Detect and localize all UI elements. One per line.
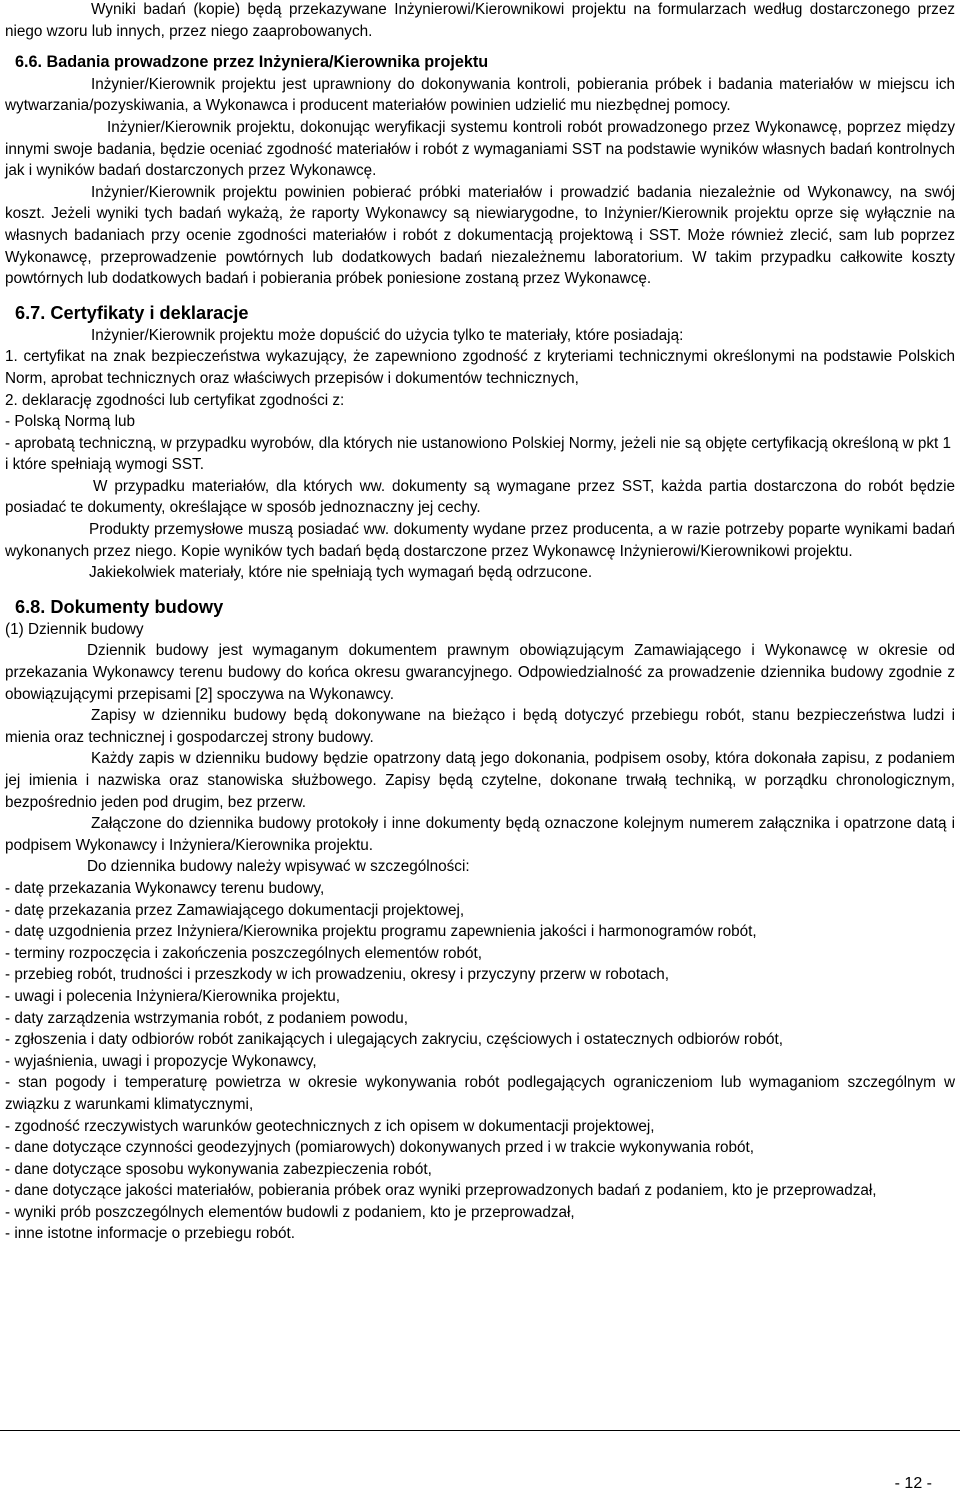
dziennik-entries-list <box>5 878 955 1245</box>
list-item: - terminy rozpoczęcia i zakończenia poszczególnych elementów robót, <box>5 944 482 962</box>
list-item: - inne istotne informacje o przebiegu robót. <box>5 1225 295 1243</box>
intro-continuation: Wyniki badań (kopie) będą przekazywane Inżynierowi/Kierownikowi projektu na formularzach według dostarczonego przez niego wzoru lub innych, przez niego zaaprobowanych. <box>5 1 955 40</box>
list-item: - przebieg robót, trudności i przeszkody w ich prowadzeniu, okresy i przyczyny przerw w robotach, <box>5 966 669 984</box>
list-item: - datę przekazania przez Zamawiającego dokumentacji projektowej, <box>5 901 465 919</box>
paragraph: Jakiekolwiek materiały, które nie spełniają tych wymagań będą odrzucone. <box>89 564 593 582</box>
list-item: i które spełniają wymogi SST. <box>5 456 204 474</box>
document-page <box>5 0 955 1245</box>
section-6-7 <box>5 301 955 584</box>
subheading: (1) Dziennik budowy <box>5 620 144 638</box>
list-item: - zgłoszenia i daty odbiorów robót zanikających i ulegających zakryciu, częściowych i ostatecznych odbiorów robót, <box>5 1031 783 1049</box>
section-heading: 6.8. Dokumenty budowy <box>15 596 224 617</box>
page-number: - 12 - <box>894 1475 932 1492</box>
list-item: - zgodność rzeczywistych warunków geotechnicznych z ich opisem w dokumentacji projektowej, <box>5 1117 655 1135</box>
list-item: - aprobatą techniczną, w przypadku wyrobów, dla których nie ustanowiono Polskiej Normy, jeżeli nie są objęte certyfikacją określoną w pkt 1 <box>5 434 952 452</box>
list-item: 1. certyfikat na znak bezpieczeństwa wykazujący, że zapewniono zgodność z kryteriami technicznymi określonymi na podstawie Polskich Norm, aprobat technicznych oraz właściwych przepisów i dokumentów technicznych, <box>5 348 955 387</box>
footer-divider <box>0 1430 960 1431</box>
list-item: - datę przekazania Wykonawcy terenu budowy, <box>5 879 325 897</box>
list-item: - wyjaśnienia, uwagi i propozycje Wykonawcy, <box>5 1052 317 1070</box>
paragraph: Inżynier/Kierownik projektu, dokonując weryfikacji systemu kontroli robót prowadzonego przez Wykonawcę, poprzez między innymi swoje badania, będzie oceniać zgodność materiałów i robót z wymaganiami SST na podstawie wyników własnych badań kontrolnych jak i wyników badań dostarczonych przez Wykonawcę. <box>5 118 955 180</box>
list-item: - dane dotyczące czynności geodezyjnych (pomiarowych) dokonywanych przed i w trakcie wykonywania robót, <box>5 1139 755 1157</box>
list-item: - Polską Normą lub <box>5 413 136 431</box>
list-item: - dane dotyczące jakości materiałów, pobierania próbek oraz wyniki przeprowadzonych badań z podaniem, kto je przeprowadzał, <box>5 1182 877 1200</box>
paragraph: Dziennik budowy jest wymaganym dokumentem prawnym obowiązującym Zamawiającego i Wykonawcę w okresie od przekazania Wykonawcy terenu budowy do końca okresu gwarancyjnego. Odpowiedzialność za prowadzenie dziennika budowy zgodnie z obowiązującymi przepisami [2] spoczywa na Wykonawcy. <box>5 642 955 703</box>
paragraph: Załączone do dziennika budowy protokoły i inne dokumenty będą oznaczone kolejnym numerem załącznika i opatrzone datą i podpisem Wykonawcy i Inżyniera/Kierownika projektu. <box>5 815 955 854</box>
list-item: - uwagi i polecenia Inżyniera/Kierownika projektu, <box>5 987 341 1005</box>
list-item: - wyniki prób poszczególnych elementów budowli z podaniem, kto je przeprowadzał, <box>5 1203 575 1221</box>
list-item: - dane dotyczące sposobu wykonywania zabezpieczenia robót, <box>5 1160 432 1178</box>
paragraph: Zapisy w dzienniku budowy będą dokonywane na bieżąco i będą dotyczyć przebiegu robót, stanu bezpieczeństwa ludzi i mienia oraz technicznej i gospodarczej strony budowy. <box>5 707 955 746</box>
paragraph: Inżynier/Kierownik projektu powinien pobierać próbki materiałów i prowadzić badania niezależnie od Wykonawcy, na swój koszt. Jeżeli wyniki tych badań wykażą, że raporty Wykonawcy są niewiarygodne, to Inżynier/Kierownik projektu oprze się wyłącznie na własnych badaniach przy ocenie zgodności materiałów i robót z dokumentacją projektową i SST. Może również zlecić, sam lub poprzez Wykonawcę, przeprowadzenie powtórnych lub dodatkowych badań niezależnemu laboratorium. W takim przypadku całkowite koszty powtórnych lub dodatkowych badań i pobierania próbek poniesione zostaną przez Wykonawcę. <box>5 183 955 288</box>
lead-paragraph: Inżynier/Kierownik projektu może dopuścić do użycia tylko te materiały, które posiadają: <box>91 326 684 344</box>
list-item: - stan pogody i temperaturę powietrza w okresie wykonywania robót podlegających ograniczeniom lub wymaganiom szczególnym w związku z warunkami klimatycznymi, <box>5 1074 955 1113</box>
list-item: 2. deklarację zgodności lub certyfikat zgodności z: <box>5 391 345 409</box>
paragraph: Każdy zapis w dzienniku budowy będzie opatrzony datą jego dokonania, podpisem osoby, która dokonała zapisu, z podaniem jej imienia i nazwiska oraz stanowiska służbowego. Zapisy będą czytelne, dokonane trwałą techniką, w porządku chronologicznym, bezpośrednio jeden pod drugim, bez przerw. <box>5 750 955 811</box>
paragraph: Inżynier/Kierownik projektu jest uprawniony do dokonywania kontroli, pobierania próbek i badania materiałów w miejscu ich wytwarzania/pozyskiwania, a Wykonawca i producent materiałów powinien udzielić mu niezbędnej pomocy. <box>5 75 955 115</box>
section-heading: 6.7. Certyfikaty i deklaracje <box>15 302 249 323</box>
section-6-8 <box>5 595 955 1245</box>
paragraph: Produkty przemysłowe muszą posiadać ww. dokumenty wydane przez producenta, a w razie potrzeby poparte wynikami badań wykonanych przez niego. Kopie wyników tych badań będą dostarczone przez Wykonawcę Inżynierowi/Kierownikowi projektu. <box>5 521 955 560</box>
paragraph: Do dziennika budowy należy wpisywać w szczególności: <box>87 858 470 876</box>
paragraph: W przypadku materiałów, dla których ww. dokumenty są wymagane przez SST, każda partia dostarczona do robót będzie posiadać te dokumenty, określające w sposób jednoznaczny jej cechy. <box>5 477 955 517</box>
section-6-6 <box>5 52 955 290</box>
list-item: - daty zarządzenia wstrzymania robót, z podaniem powodu, <box>5 1009 409 1027</box>
list-item: - datę uzgodnienia przez Inżyniera/Kierownika projektu programu zapewnienia jakości i harmonogramów robót, <box>5 923 757 941</box>
section-heading: 6.6. Badania prowadzone przez Inżyniera/Kierownika projektu <box>15 53 489 72</box>
